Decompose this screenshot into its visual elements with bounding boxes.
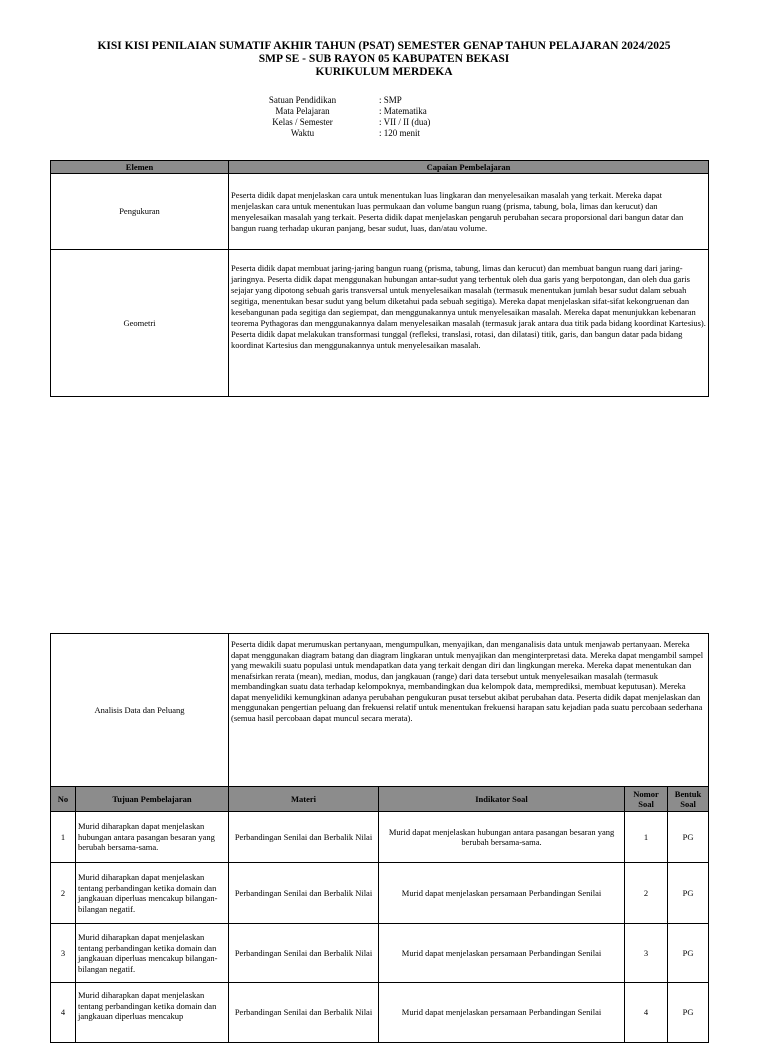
identity-block [0, 95, 768, 139]
info-label: Satuan Pendidikan [268, 95, 337, 105]
capaian-table [50, 160, 709, 397]
kisi-kisi-table [50, 633, 709, 1043]
header-nomor-line1: Nomor [633, 789, 659, 799]
document-subtitle: SMP SE - SUB RAYON 05 KABUPATEN BEKASI [258, 53, 510, 65]
info-value: : 120 menit [379, 128, 420, 138]
header-no: No [51, 787, 76, 812]
nomor-cell: 4 [625, 983, 668, 1043]
info-value: : VII / II (dua) [379, 117, 431, 127]
table-row [51, 634, 709, 787]
materi-cell: Perbandingan Senilai dan Berbalik Nilai [229, 983, 379, 1043]
bentuk-cell: PG [668, 924, 709, 983]
info-row [0, 117, 768, 128]
elemen-cell: Analisis Data dan Peluang [51, 634, 229, 787]
info-row [0, 95, 768, 106]
materi-cell: Perbandingan Senilai dan Berbalik Nilai [229, 812, 379, 863]
curriculum-title: KURIKULUM MERDEKA [315, 66, 453, 78]
header-nomor-line2: Soal [638, 799, 654, 809]
tujuan-cell: Murid diharapkan dapat menjelaskan tentang perbandingan ketika domain dan jangkauan diperluas mencakup bilangan-bilangan negatif. [76, 863, 229, 924]
header-nomor-soal [625, 787, 668, 812]
header-materi: Materi [229, 787, 379, 812]
table-row [51, 863, 709, 924]
table-row [51, 983, 709, 1043]
indikator-cell: Murid dapat menjelaskan persamaan Perbandingan Senilai [379, 863, 625, 924]
table-header-row [51, 787, 709, 812]
bentuk-cell: PG [668, 812, 709, 863]
header-tujuan: Tujuan Pembelajaran [76, 787, 229, 812]
tujuan-cell: Murid diharapkan dapat menjelaskan tentang perbandingan ketika domain dan jangkauan diperluas mencakup [76, 983, 229, 1043]
info-label: Mata Pelajaran [275, 106, 330, 116]
header-bentuk-line1: Bentuk [674, 789, 702, 799]
header-bentuk-soal [668, 787, 709, 812]
tujuan-cell: Murid diharapkan dapat menjelaskan tentang perbandingan ketika domain dan jangkauan diperluas mencakup bilangan-bilangan negatif. [76, 924, 229, 983]
info-label: Waktu [290, 128, 315, 138]
bentuk-cell: PG [668, 863, 709, 924]
document-header [0, 40, 768, 79]
indikator-cell: Murid dapat menjelaskan hubungan antara pasangan besaran yang berubah bersama-sama. [379, 812, 625, 863]
indikator-cell: Murid dapat menjelaskan persamaan Perbandingan Senilai [379, 924, 625, 983]
header-capaian: Capaian Pembelajaran [229, 161, 709, 174]
materi-cell: Perbandingan Senilai dan Berbalik Nilai [229, 924, 379, 983]
no-cell: 1 [51, 812, 76, 863]
header-elemen: Elemen [51, 161, 229, 174]
nomor-cell: 2 [625, 863, 668, 924]
header-bentuk-line2: Soal [680, 799, 696, 809]
materi-cell: Perbandingan Senilai dan Berbalik Nilai [229, 863, 379, 924]
capaian-cell: Peserta didik dapat menjelaskan cara untuk menentukan luas lingkaran dan menyelesaikan masalah yang terkait. Mereka dapat menjelaskan cara untuk menentukan luas permukaan dan volume bangun ruang (prisma, tabung, bola, limas dan kerucut) dan menyelesaikan masalah yang terkait. Peserta didik dapat menjelaskan pengaruh perubahan secara proporsional dari bangun datar dan bangun ruang terhadap ukuran panjang, besar sudut, luas, dan/atau volume. [229, 174, 709, 250]
capaian-cell: Peserta didik dapat merumuskan pertanyaan, mengumpulkan, menyajikan, dan menganalisis data untuk menjawab pertanyaan. Mereka dapat menggunakan diagram batang dan diagram lingkaran untuk menyajikan dan menginterpretasi data. Mereka dapat mengambil sampel yang mewakili suatu populasi untuk mendapatkan data yang terkait dengan diri dan lingkungan mereka. Mereka dapat menentukan dan menafsirkan rerata (mean), median, modus, dan jangkauan (range) dari data tersebut untuk menyelesaikan masalah (termasuk membandingkan suatu data terhadap kelompoknya, membandingkan dua kelompok data, memprediksi, membuat keputusan). Mereka dapat menyelidiki kemungkinan adanya perubahan pengukuran pusat tersebut akibat perubahan data. Peserta didik dapat menjelaskan dan menggunakan pengertian peluang dan frekuensi relatif untuk menentukan frekuensi harapan satu kejadian pada suatu percobaan sederhana (semua hasil percobaan dapat muncul secara merata). [229, 634, 709, 787]
nomor-cell: 3 [625, 924, 668, 983]
table-row [51, 174, 709, 250]
table-header-row [51, 161, 709, 174]
elemen-cell: Pengukuran [51, 174, 229, 250]
no-cell: 2 [51, 863, 76, 924]
info-value: : Matematika [379, 106, 427, 116]
table-row [51, 812, 709, 863]
header-indikator: Indikator Soal [379, 787, 625, 812]
nomor-cell: 1 [625, 812, 668, 863]
no-cell: 4 [51, 983, 76, 1043]
table-row [51, 924, 709, 983]
tujuan-cell: Murid diharapkan dapat menjelaskan hubungan antara pasangan besaran yang berubah bersama-sama. [76, 812, 229, 863]
info-row [0, 106, 768, 117]
elemen-cell: Geometri [51, 250, 229, 397]
table-row [51, 250, 709, 397]
info-row [0, 128, 768, 139]
bentuk-cell: PG [668, 983, 709, 1043]
document-title: KISI KISI PENILAIAN SUMATIF AKHIR TAHUN (PSAT) SEMESTER GENAP TAHUN PELAJARAN 2024/2025 [97, 40, 671, 52]
info-label: Kelas / Semester [272, 117, 333, 127]
indikator-cell: Murid dapat menjelaskan persamaan Perbandingan Senilai [379, 983, 625, 1043]
no-cell: 3 [51, 924, 76, 983]
capaian-cell: Peserta didik dapat membuat jaring-jaring bangun ruang (prisma, tabung, limas dan kerucut) dan membuat bangun ruang dari jaring-jaringnya. Peserta didik dapat menggunakan hubungan antar-sudut yang terbentuk oleh dua garis yang berpotongan, dan oleh dua garis sejajar yang dipotong sebuah garis transversal untuk menyelesaikan masalah (termasuk menentukan jumlah besar sudut dalam sebuah segitiga, menentukan besar sudut yang belum diketahui pada sebuah segitiga). Mereka dapat menjelaskan sifat-sifat kekongruenan dan kesebangunan pada segitiga dan segiempat, dan menggunakannya untuk menyelesaikan masalah. Mereka dapat menunjukkan kebenaran teorema Pythagoras dan menggunakannya dalam menyelesaikan masalah (termasuk jarak antara dua titik pada bidang koordinat Kartesius). Peserta didik dapat melakukan transformasi tunggal (refleksi, translasi, rotasi, dan dilatasi) titik, garis, dan bangun datar pada bidang koordinat Kartesius dan menggunakannya untuk menyelesaikan masalah. [229, 250, 709, 397]
info-value: : SMP [379, 95, 402, 105]
